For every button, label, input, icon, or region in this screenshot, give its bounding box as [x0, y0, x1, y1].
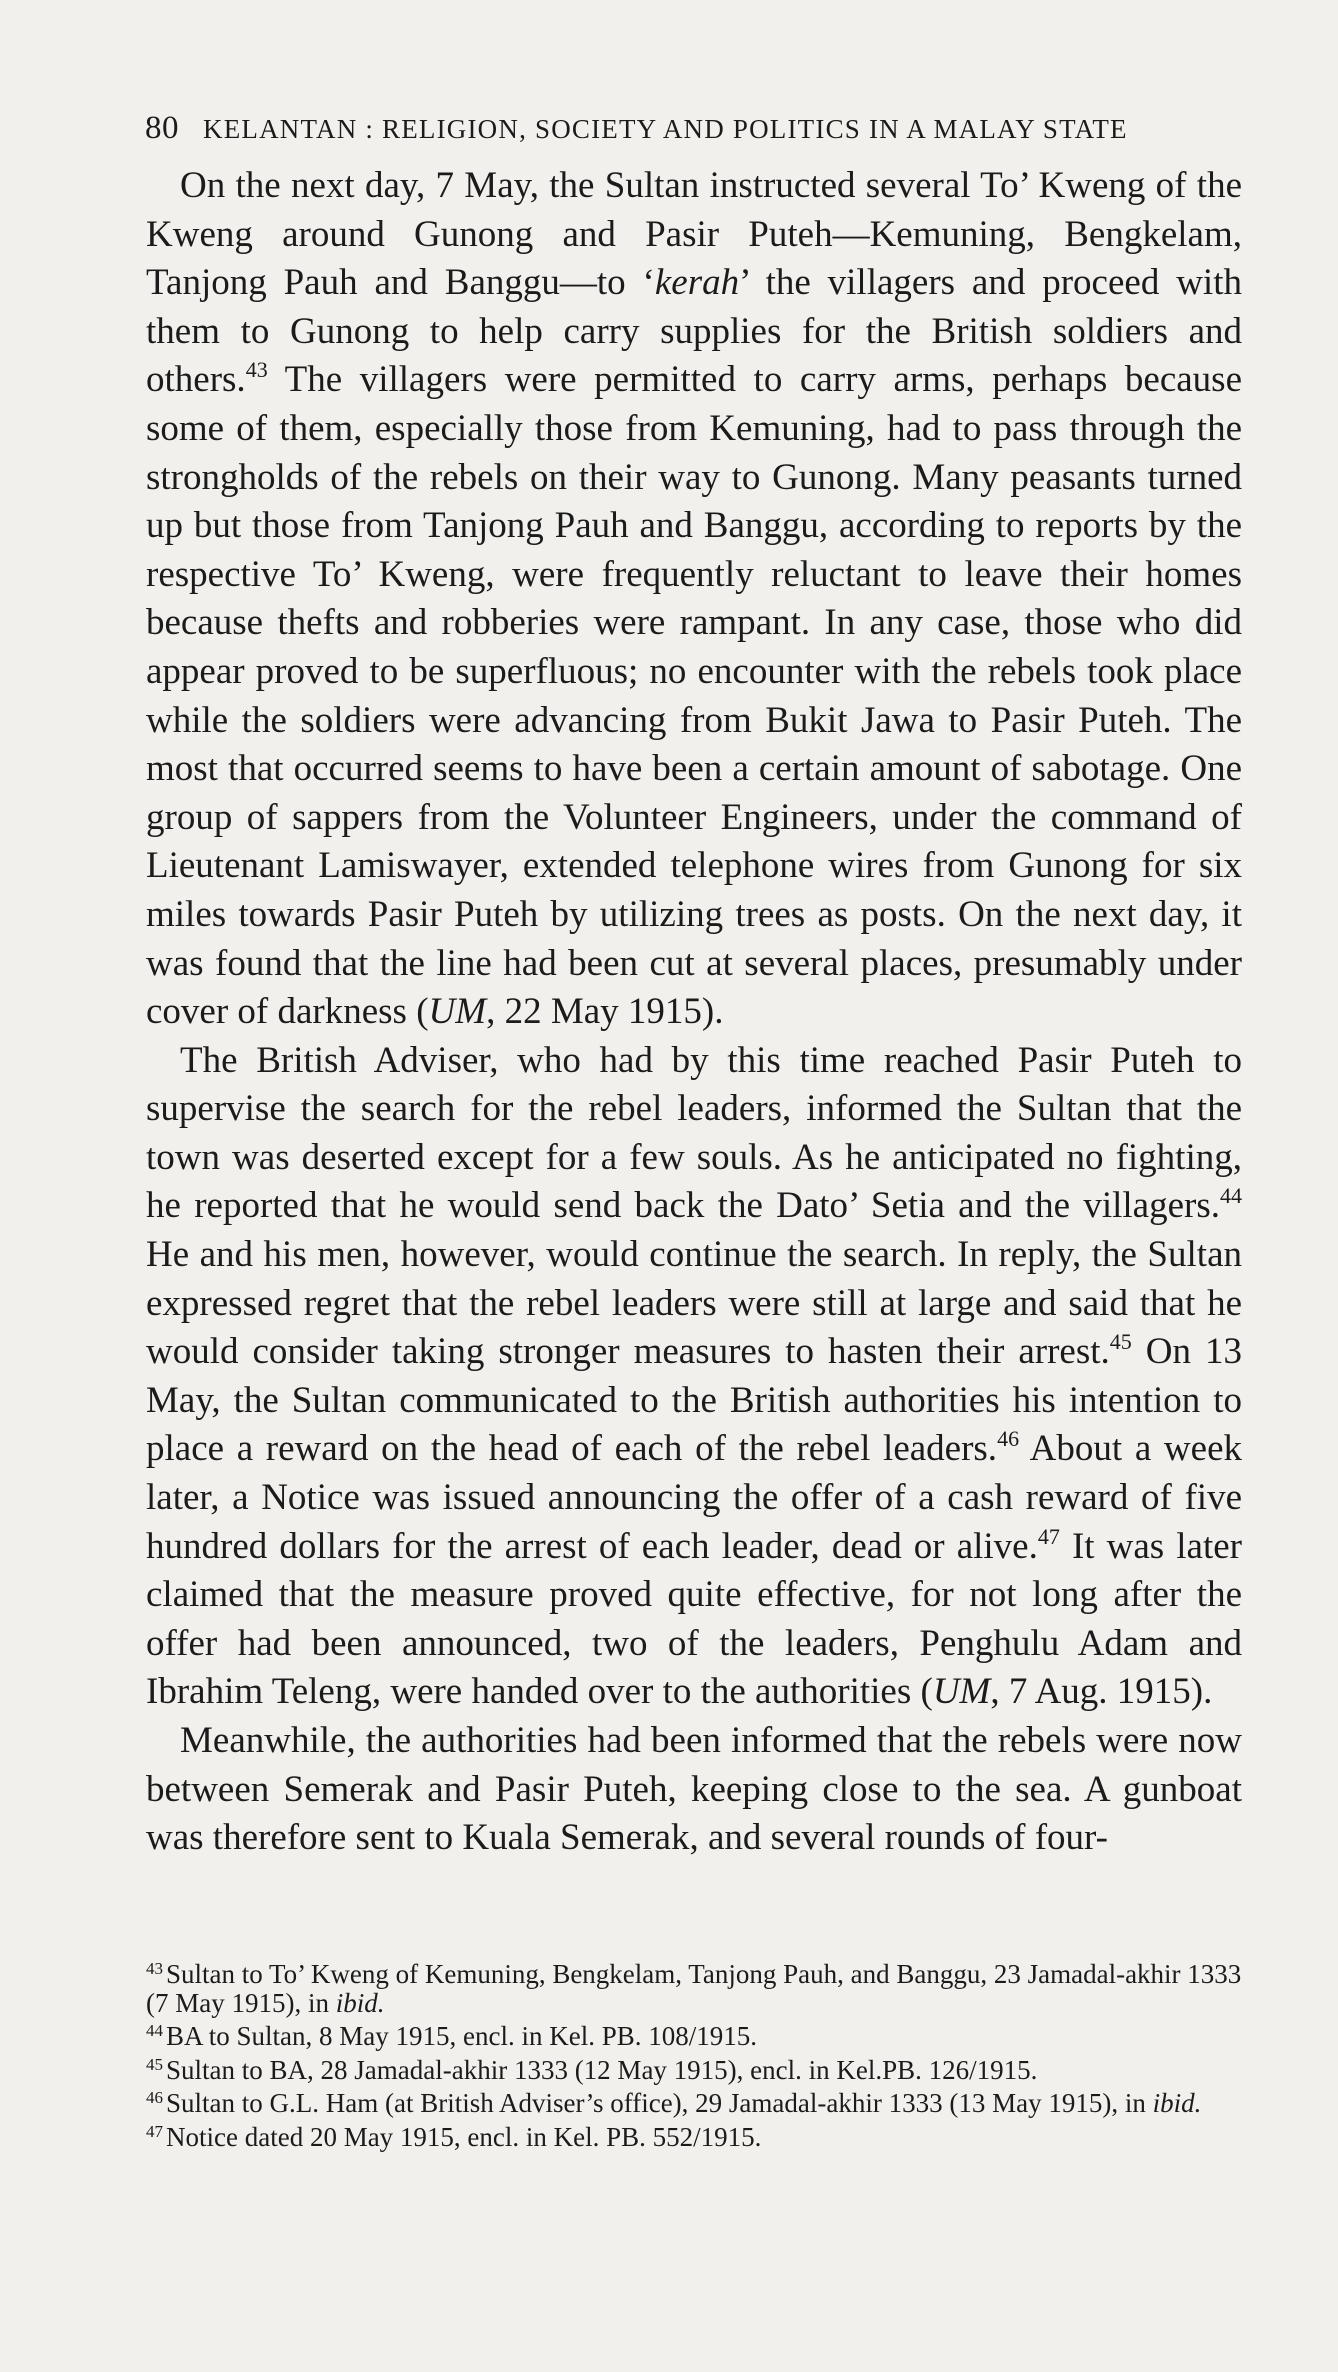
- italic-text: ibid.: [335, 1987, 385, 2018]
- text-run: On 13 May, the Sultan communicated to the British authorities his intention to place a reward on the head of each of the rebel leaders.: [146, 1331, 1242, 1470]
- text-run: It was later claimed that the measure proved quite effective, for not long after the offer had been announced, two of the leaders, Penghulu Adam and Ibrahim Teleng, were handed over to the authorities (: [146, 1525, 1242, 1713]
- footnote-number: 46: [146, 2088, 163, 2107]
- text-run: , 7 Aug. 1915).: [990, 1671, 1213, 1713]
- footnote-number: 47: [146, 2121, 163, 2141]
- footnote-ref: 47: [1037, 1523, 1060, 1549]
- footnote-number: 44: [146, 2021, 163, 2040]
- footnote-number: 45: [146, 2054, 163, 2074]
- paragraph: [146, 162, 1242, 1037]
- footnote: [146, 2051, 1242, 2085]
- text-run: Notice dated 20 May 1915, encl. in Kel. PB. 552/1915.: [166, 2121, 762, 2152]
- page-number: 80: [145, 110, 179, 146]
- italic-text: ibid.: [1152, 2088, 1202, 2118]
- footnote-ref: 46: [997, 1426, 1020, 1452]
- footnote-ref: 43: [245, 357, 268, 383]
- footnote: [146, 2084, 1242, 2118]
- footnote-number: 43: [146, 1959, 163, 1978]
- text-run: On the next day, 7 May, the Sultan instructed several To’ Kweng of the Kweng around Gunong and Pasir Puteh—Kemuning, Bengkelam, Tanjong Pauh and Banggu—to ‘: [146, 165, 1242, 304]
- footnote-ref: 45: [1109, 1329, 1132, 1355]
- italic-text: UM: [428, 991, 487, 1033]
- text-run: He and his men, however, would continue the search. In reply, the Sultan expressed regret that the rebel leaders were still at large and said that he would consider taking stronger measures to hasten their arrest.: [146, 1234, 1242, 1373]
- text-run: ’ the villagers and proceed with them to Gunong to help carry supplies for the British soldiers and others.: [146, 262, 1242, 401]
- text-run: BA to Sultan, 8 May 1915, encl. in Kel. PB. 108/1915.: [166, 2021, 757, 2051]
- text-run: The villagers were permitted to carry arms, perhaps because some of them, especially those from Kemuning, had to pass through the strongholds of the rebels on their way to Gunong. Many peasants turned up but those from Tanjong Pauh and Banggu, according to reports by the respective To’ Kweng, were frequently reluctant to leave their homes because thefts and robberies were rampant. In any case, those who did appear proved to be superfluous; no encounter with the rebels took place while the soldiers were advancing from Bukit Jawa to Pasir Puteh. The most that occurred seems to have been a certain amount of sabotage. One group of sappers from the Volunteer Engineers, under the command of Lieutenant Lamiswayer, extended telephone wires from Gunong for six miles towards Pasir Puteh by utilizing trees as posts. On the next day, it was found that the line had been cut at several places, presumably under cover of darkness (: [146, 359, 1242, 1033]
- italic-text: UM: [932, 1671, 991, 1713]
- footnote: [146, 2118, 1242, 2152]
- text-run: Sultan to G.L. Ham (at British Adviser’s office), 29 Jamadal-akhir 1333 (13 May 1915), in: [166, 2088, 1153, 2118]
- footnote: [146, 1955, 1242, 2017]
- text-run: Sultan to BA, 28 Jamadal-akhir 1333 (12 May 1915), encl. in Kel.PB. 126/1915.: [166, 2054, 1038, 2085]
- text-run: Sultan to To’ Kweng of Kemuning, Bengkelam, Tanjong Pauh, and Banggu, 23 Jamadal-akhir 1333 (7 May 1915), in: [146, 1959, 1242, 2018]
- footnotes: [146, 1955, 1242, 2151]
- text-run: About a week later, a Notice was issued announcing the offer of a cash reward of five hundred dollars for the arrest of each leader, dead or alive.: [146, 1428, 1242, 1567]
- paragraph: [146, 1717, 1242, 1863]
- footnote: [146, 2017, 1242, 2051]
- main-text: [146, 162, 1242, 1863]
- running-header: [145, 110, 1195, 147]
- text-run: Meanwhile, the authorities had been informed that the rebels were now between Semerak and Pasir Puteh, keeping close to the sea. A gunboat was therefore sent to Kuala Semerak, and several rounds of four-: [146, 1720, 1242, 1859]
- text-run: The British Adviser, who had by this time reached Pasir Puteh to supervise the search for the rebel leaders, informed the Sultan that the town was deserted except for a few souls. As he anticipated no fighting, he reported that he would send back the Dato’ Setia and the villagers.: [146, 1039, 1242, 1227]
- italic-text: kerah: [654, 262, 740, 304]
- paragraph: [146, 1037, 1242, 1717]
- footnote-ref: 44: [1220, 1183, 1242, 1209]
- text-run: , 22 May 1915).: [486, 991, 724, 1033]
- running-title: KELANTAN : RELIGION, SOCIETY AND POLITICS IN A MALAY STATE: [203, 114, 1128, 144]
